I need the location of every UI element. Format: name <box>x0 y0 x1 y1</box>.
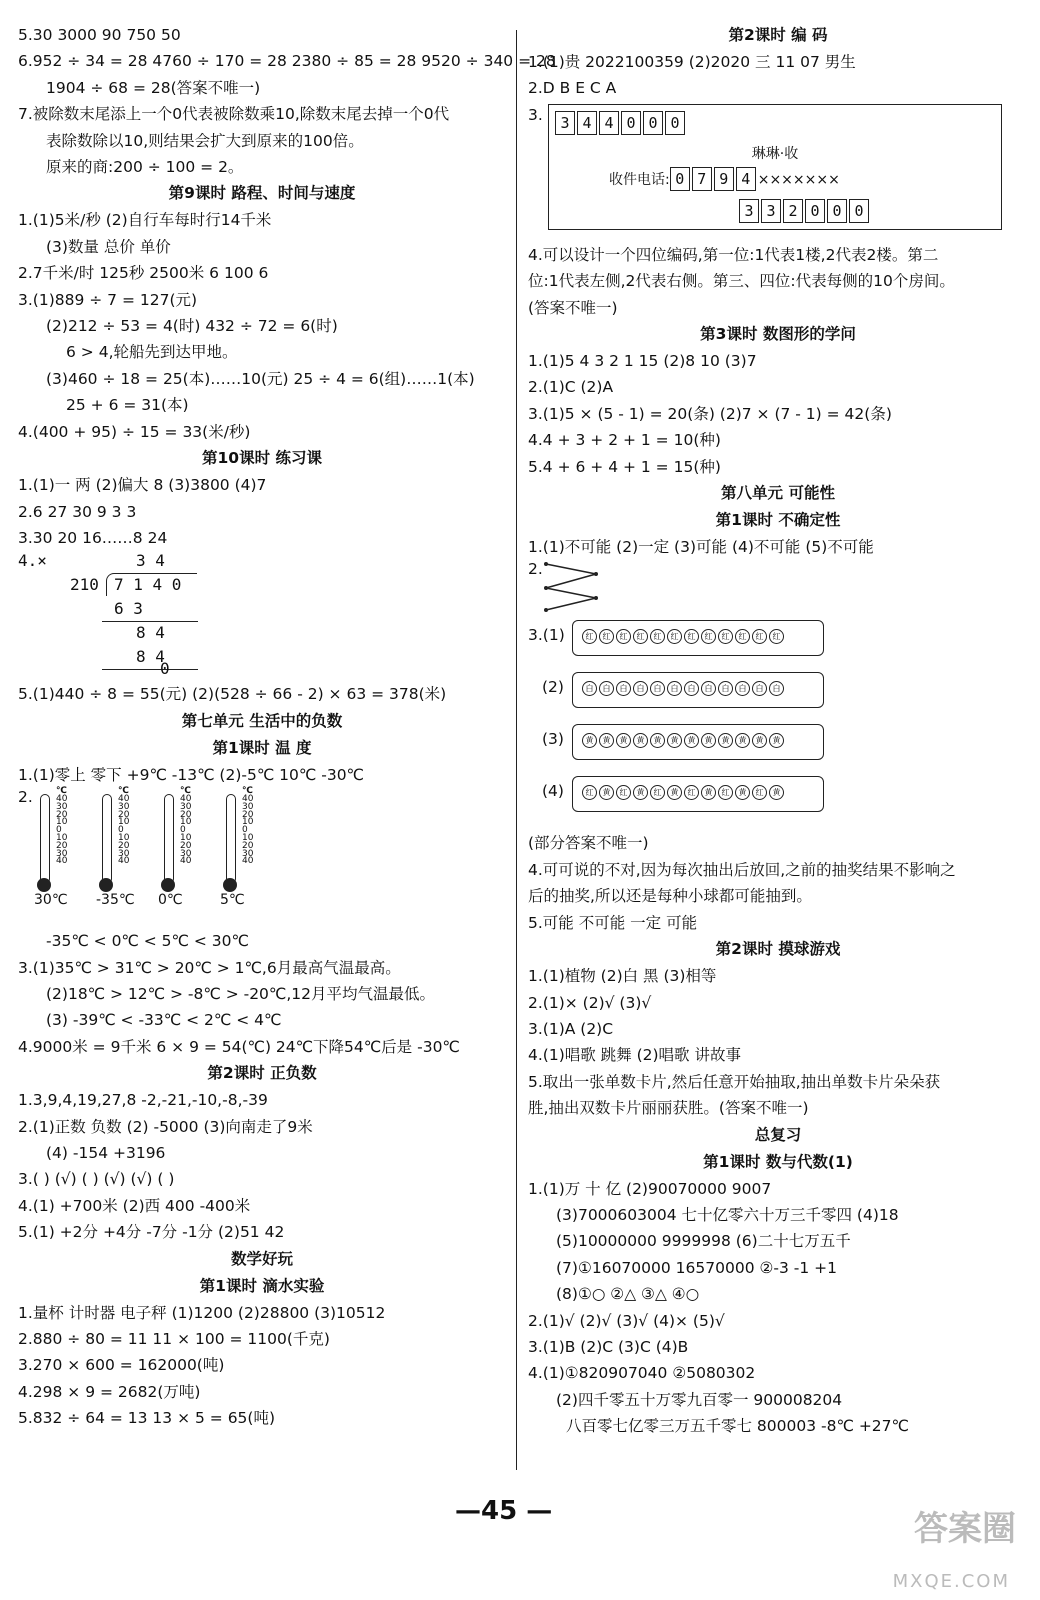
section-heading: 第1课时 数与代数(1) <box>703 1152 853 1171</box>
ball-icon: 红 <box>582 629 597 644</box>
answer-line: 2.880 ÷ 80 = 11 11 × 100 = 1100(千克) <box>18 1330 330 1348</box>
ball-icon: 黄 <box>769 785 784 800</box>
answer-line: 后的抽奖,所以还是每种小球都可能抽到。 <box>528 887 812 906</box>
phone-rest: ××××××× <box>757 171 840 188</box>
ball-icon: 黄 <box>667 733 682 748</box>
matching-lines-diagram <box>542 560 602 620</box>
thermometer-icon <box>220 788 298 908</box>
ball-icon: 黄 <box>582 733 597 748</box>
ball-icon: 红 <box>769 629 784 644</box>
division-step: 0 <box>160 659 170 679</box>
answer-line: 5.(1) +2分 +4分 -7分 -1分 (2)51 42 <box>18 1223 285 1242</box>
answer-line: 5.取出一张单数卡片,然后任意开始抽取,抽出单数卡片朵朵获 <box>528 1072 941 1091</box>
ball-icon: 白 <box>718 681 733 696</box>
ball-icon: 红 <box>735 629 750 644</box>
quotient: 3 4 <box>136 551 165 571</box>
answer-line: 5.可能 不可能 一定 可能 <box>528 913 698 932</box>
answer-line: 3.(1)A (2)C <box>528 1019 614 1038</box>
right-column <box>528 22 1028 1440</box>
answer-line: 2.6 27 30 9 3 3 <box>18 502 137 521</box>
ball-box <box>572 776 824 812</box>
answer-line: 1.(1)5 4 3 2 1 15 (2)8 10 (3)7 <box>528 352 757 371</box>
review-heading: 总复习 <box>754 1125 802 1144</box>
answer-line: 原来的商:200 ÷ 100 = 2。 <box>46 158 244 177</box>
section-heading: 第1课时 滴水实验 <box>199 1276 325 1295</box>
answer-line: 6.952 ÷ 34 = 28 4760 ÷ 170 = 28 2380 ÷ 85 = 28 9520 ÷ 340 = 28 <box>18 52 556 71</box>
section-heading: 第10课时 练习课 <box>202 449 322 468</box>
answer-line: 5.4 + 6 + 4 + 1 = 15(种) <box>528 457 721 476</box>
phone-digit-box: 4 <box>736 167 756 191</box>
unit-heading: 第七单元 生活中的负数 <box>181 711 343 730</box>
ball-icon: 黄 <box>650 733 665 748</box>
page-number: —45 — <box>455 1496 553 1526</box>
answer-line: 2. <box>18 788 33 807</box>
column-divider <box>516 30 517 1470</box>
envelope-answer <box>528 104 1028 242</box>
answer-line: 4.(1) +700米 (2)西 400 -400米 <box>18 1196 251 1215</box>
answer-line: 3.(1)35℃ > 31℃ > 20℃ > 1℃,6月最高气温最高。 <box>18 958 401 977</box>
answer-line: (3)460 ÷ 18 = 25(本)……10(元) 25 ÷ 4 = 6(组)……1(本) <box>46 369 475 388</box>
answer-line: 1.(1)万 十 亿 (2)90070000 9007 <box>528 1179 772 1198</box>
phone-boxes <box>670 169 758 188</box>
answer-line: 4.(1)①820907040 ②5080302 <box>528 1364 756 1383</box>
thermometer-reading: -35℃ <box>96 892 135 909</box>
answer-line: 3.30 20 16……8 24 <box>18 528 168 547</box>
answer-line: 3.( ) (√) ( ) (√) (√) ( ) <box>18 1170 175 1189</box>
zip-digit-box: 0 <box>621 111 641 135</box>
answer-line: 2. <box>528 560 543 579</box>
answer-line: (2)四千零五十万零九百零一 900008204 <box>556 1390 843 1409</box>
answer-line: 6 > 4,轮船先到达甲地。 <box>66 343 238 362</box>
phone-line <box>609 167 840 191</box>
ball-icon: 白 <box>667 681 682 696</box>
divisor: 210 <box>70 575 99 595</box>
recipient-name: 琳琳·收 <box>751 145 799 162</box>
ball-icon: 黄 <box>701 733 716 748</box>
answer-line: 3.(1)B (2)C (3)C (4)B <box>528 1337 689 1356</box>
answer-line: 5.(1)440 ÷ 8 = 55(元) (2)(528 ÷ 66 - 2) × 63 = 378(米) <box>18 685 447 704</box>
zip-digit-box: 4 <box>577 111 597 135</box>
thermometer-scale: ℃ 40 30 20 10 0 10 20 30 40 <box>118 786 130 867</box>
ball-icon: 黄 <box>599 785 614 800</box>
ball-icon: 黄 <box>718 733 733 748</box>
section-heading: 第3课时 数图形的学问 <box>700 325 856 344</box>
answer-line: 2.D B E C A <box>528 79 617 98</box>
answer-line: 1.(1)不可能 (2)一定 (3)可能 (4)不可能 (5)不可能 <box>528 538 874 557</box>
ball-icon: 红 <box>684 629 699 644</box>
ball-icon: 红 <box>752 629 767 644</box>
ball-icon: 黄 <box>735 785 750 800</box>
watermark-url: MXQE.COM <box>892 1571 1010 1592</box>
envelope <box>548 104 1002 230</box>
ball-icon: 红 <box>718 785 733 800</box>
answer-line: (8)①○ ②△ ③△ ④○ <box>556 1285 700 1304</box>
division-rule <box>102 621 198 622</box>
ball-icon: 黄 <box>769 733 784 748</box>
ball-icon: 红 <box>684 785 699 800</box>
ball-icon: 白 <box>650 681 665 696</box>
answer-line: 4.(1)唱歌 跳舞 (2)唱歌 讲故事 <box>528 1046 741 1065</box>
answer-line: 位:1代表左侧,2代表右侧。第三、四位:代表每侧的10个房间。 <box>528 272 955 291</box>
answer-line: 3.270 × 600 = 162000(吨) <box>18 1356 225 1375</box>
ball-box-diagrams <box>528 620 1028 830</box>
ball-icon: 白 <box>599 681 614 696</box>
ball-icon: 黄 <box>752 733 767 748</box>
answer-line: 1.(1)5米/秒 (2)自行车每时行14千米 <box>18 211 272 230</box>
ball-icon: 红 <box>582 785 597 800</box>
ball-icon: 白 <box>684 681 699 696</box>
ball-box <box>572 724 824 760</box>
ball-icon: 红 <box>650 629 665 644</box>
ball-icon: 白 <box>769 681 784 696</box>
thermometer-reading: 30℃ <box>34 892 68 909</box>
answer-line: 3. <box>528 105 543 124</box>
phone-label: 收件电话: <box>609 171 670 188</box>
answer-line: 2.(1)× (2)√ (3)√ <box>528 993 652 1012</box>
answer-line: 4.4 + 3 + 2 + 1 = 10(种) <box>528 431 721 450</box>
answer-line: 5.832 ÷ 64 = 13 13 × 5 = 65(吨) <box>18 1409 276 1428</box>
division-rule <box>102 669 198 670</box>
zip-digit-box: 3 <box>761 199 781 223</box>
ball-icon: 白 <box>616 681 631 696</box>
section-heading: 第2课时 编 码 <box>728 26 828 44</box>
answer-line: 4.9000米 = 9千米 6 × 9 = 54(℃) 24℃下降54℃后是 -30℃ <box>18 1037 460 1056</box>
watermark-logo: 答案圈 <box>914 1509 1016 1549</box>
section-heading: 第9课时 路程、时间与速度 <box>168 184 356 203</box>
ball-icon: 红 <box>752 785 767 800</box>
ball-box-label: (2) <box>542 678 564 697</box>
answer-line: (3)数量 总价 单价 <box>46 237 171 256</box>
answer-line: (部分答案不唯一) <box>528 834 649 853</box>
ball-icon: 黄 <box>633 733 648 748</box>
answer-line: 1.3,9,4,19,27,8 -2,-21,-10,-8,-39 <box>18 1091 268 1110</box>
answer-line: (4) -154 +3196 <box>46 1143 166 1162</box>
zip-digit-box: 0 <box>665 111 685 135</box>
ball-icon: 红 <box>667 629 682 644</box>
ball-icon: 白 <box>582 681 597 696</box>
ball-icon: 红 <box>616 785 631 800</box>
answer-line: 八百零七亿零三万五千零七 800003 -8℃ +27℃ <box>566 1417 909 1436</box>
ball-icon: 红 <box>616 629 631 644</box>
ball-icon: 白 <box>701 681 716 696</box>
answer-line: (3) -39℃ < -33℃ < 2℃ < 4℃ <box>46 1011 282 1030</box>
phone-digit-box: 9 <box>714 167 734 191</box>
answer-line: (2)18℃ > 12℃ > -8℃ > -20℃,12月平均气温最低。 <box>46 984 435 1003</box>
ball-icon: 红 <box>718 629 733 644</box>
answer-line: 4.298 × 9 = 2682(万吨) <box>18 1382 201 1401</box>
thermometer-scale: ℃ 40 30 20 10 0 10 20 30 40 <box>180 786 192 867</box>
answer-line: 5.30 3000 90 750 50 <box>18 26 181 44</box>
section-heading: 第1课时 不确定性 <box>715 511 841 530</box>
section-heading: 数学好玩 <box>230 1249 293 1268</box>
answer-line: 3.(1)5 × (5 - 1) = 20(条) (2)7 × (7 - 1) = 42(条) <box>528 404 892 423</box>
answer-line: 胜,抽出双数卡片丽丽获胜。(答案不唯一) <box>528 1099 809 1118</box>
answer-line: 1.(1)植物 (2)白 黑 (3)相等 <box>528 967 717 986</box>
answer-line: 7.被除数末尾添上一个0代表被除数乘10,除数末尾去掉一个0代 <box>18 105 450 124</box>
answer-line: -35℃ < 0℃ < 5℃ < 30℃ <box>46 932 249 951</box>
answer-line: 2.(1)正数 负数 (2) -5000 (3)向南走了9米 <box>18 1117 313 1136</box>
answer-line: (2)212 ÷ 53 = 4(时) 432 ÷ 72 = 6(时) <box>46 317 338 336</box>
thermometer-row <box>18 788 506 928</box>
section-heading: 第1课时 温 度 <box>212 738 312 757</box>
answer-line: 2.(1)C (2)A <box>528 378 614 397</box>
answer-line: (5)10000000 9999998 (6)二十七万五千 <box>556 1232 851 1251</box>
division-step: 8 4 <box>136 647 165 667</box>
answer-line: (7)①16070000 16570000 ②-3 -1 +1 <box>556 1258 837 1277</box>
thermometer-scale: ℃ 40 30 20 10 0 10 20 30 40 <box>242 786 254 867</box>
answer-line: 1.(1)一 两 (2)偏大 8 (3)3800 (4)7 <box>18 476 267 495</box>
zip-digit-box: 3 <box>555 111 575 135</box>
answer-line: 3.(1)889 ÷ 7 = 127(元) <box>18 290 198 309</box>
answer-line: 1.(1)贵 2022100359 (2)2020 三 11 07 男生 <box>528 53 856 71</box>
answer-line: 表除数除以10,则结果会扩大到原来的100倍。 <box>46 131 364 150</box>
unit-heading: 第八单元 可能性 <box>721 484 835 503</box>
zip-digit-box: 0 <box>643 111 663 135</box>
zip-digit-box: 3 <box>739 199 759 223</box>
answer-line: 2.7千米/时 125秒 2500米 6 100 6 <box>18 264 269 283</box>
zip-digit-box: 0 <box>827 199 847 223</box>
division-step: 8 4 <box>136 623 165 643</box>
answer-line: 2.(1)√ (2)√ (3)√ (4)× (5)√ <box>528 1311 725 1330</box>
zip-digit-box: 2 <box>783 199 803 223</box>
zip-digit-box: 0 <box>805 199 825 223</box>
ball-icon: 黄 <box>701 785 716 800</box>
long-division <box>18 551 506 681</box>
zip-digit-box: 0 <box>849 199 869 223</box>
answer-line: 4.× <box>18 551 47 571</box>
left-column <box>18 22 556 1432</box>
ball-icon: 白 <box>633 681 648 696</box>
ball-icon: 黄 <box>633 785 648 800</box>
ball-icon: 黄 <box>684 733 699 748</box>
phone-digit-box: 7 <box>692 167 712 191</box>
ball-box-label: (3) <box>542 730 564 749</box>
ball-box-label: 3.(1) <box>528 626 565 645</box>
ball-box <box>572 620 824 656</box>
division-step: 6 3 <box>114 599 143 619</box>
answer-line: 4.(400 + 95) ÷ 15 = 33(米/秒) <box>18 422 251 441</box>
ball-icon: 黄 <box>667 785 682 800</box>
ball-box <box>572 672 824 708</box>
ball-icon: 红 <box>650 785 665 800</box>
section-heading: 第2课时 摸球游戏 <box>715 940 841 959</box>
dividend: 7 1 4 0 <box>114 575 182 595</box>
answer-line: (答案不唯一) <box>528 298 618 317</box>
ball-icon: 红 <box>633 629 648 644</box>
zip-code-top <box>555 111 687 135</box>
matching-answer <box>528 560 1028 620</box>
ball-icon: 白 <box>752 681 767 696</box>
answer-line: 1904 ÷ 68 = 28(答案不唯一) <box>46 78 261 97</box>
zip-code-bottom <box>739 199 871 223</box>
thermometer-scale: ℃ 40 30 20 10 0 10 20 30 40 <box>56 786 68 867</box>
answer-line: 4.可可说的不对,因为每次抽出后放回,之前的抽奖结果不影响之 <box>528 860 956 879</box>
ball-icon: 黄 <box>616 733 631 748</box>
ball-icon: 黄 <box>599 733 614 748</box>
ball-icon: 黄 <box>735 733 750 748</box>
phone-digit-box: 0 <box>670 167 690 191</box>
answer-line: 4.可以设计一个四位编码,第一位:1代表1楼,2代表2楼。第二 <box>528 245 939 264</box>
zip-digit-box: 4 <box>599 111 619 135</box>
thermometer-reading: 0℃ <box>158 892 183 909</box>
answer-line: 1.(1)零上 零下 +9℃ -13℃ (2)-5℃ 10℃ -30℃ <box>18 765 364 784</box>
ball-icon: 红 <box>599 629 614 644</box>
answer-line: 1.量杯 计时器 电子秤 (1)1200 (2)28800 (3)10512 <box>18 1303 386 1322</box>
answer-line: (3)7000603004 七十亿零六十万三千零四 (4)18 <box>556 1205 899 1224</box>
thermometer-reading: 5℃ <box>220 892 245 909</box>
section-heading: 第2课时 正负数 <box>207 1064 317 1083</box>
ball-icon: 白 <box>735 681 750 696</box>
ball-box-label: (4) <box>542 782 564 801</box>
ball-icon: 红 <box>701 629 716 644</box>
answer-line: 25 + 6 = 31(本) <box>66 396 189 415</box>
